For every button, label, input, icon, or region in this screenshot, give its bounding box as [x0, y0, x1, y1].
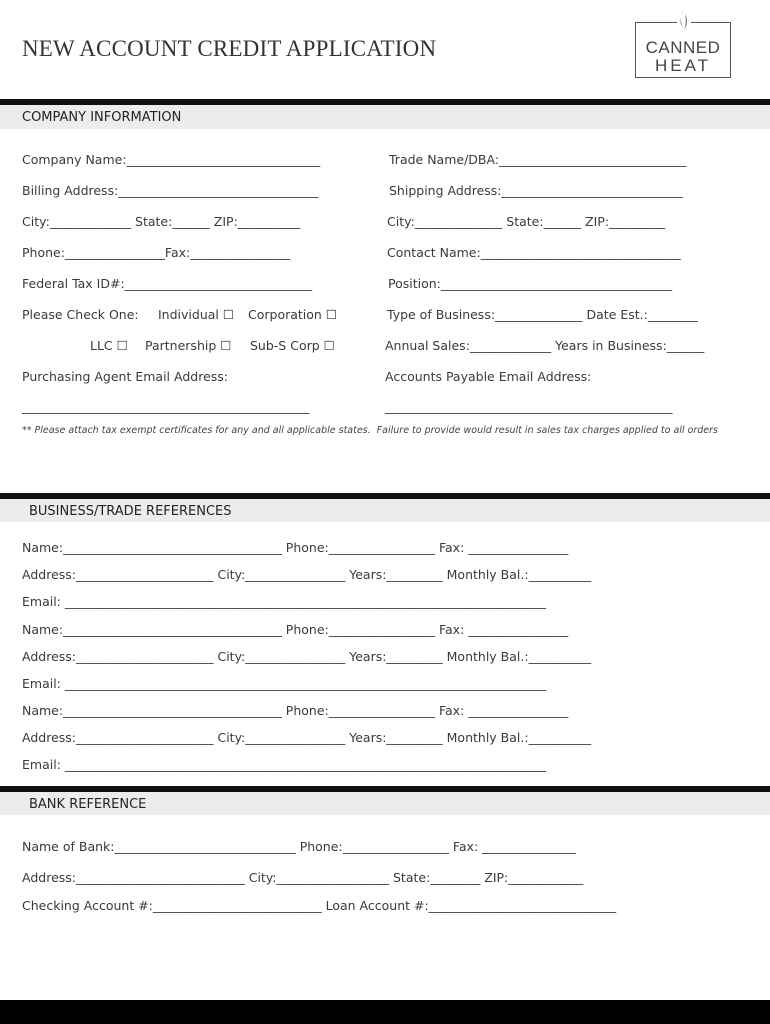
subs-corp-checkbox[interactable]: Sub-S Corp ☐ [250, 338, 335, 353]
ref2-address-field[interactable]: Address:______________________ City:________________ Years:_________ Monthly Bal.:__________ [22, 649, 592, 664]
ref1-email-field[interactable]: Email: _____________________________________________________________________________ [22, 594, 547, 609]
company-section-header [0, 105, 770, 129]
ref3-address-field[interactable]: Address:______________________ City:________________ Years:_________ Monthly Bal.:__________ [22, 730, 592, 745]
purchasing-agent-email-field[interactable]: ______________________________________________ [22, 399, 310, 414]
accounts-payable-email-field[interactable]: ______________________________________________ [385, 399, 673, 414]
bank-section-header [0, 792, 770, 815]
ref3-email-field[interactable]: Email: _____________________________________________________________________________ [22, 757, 547, 772]
contact-name-field[interactable]: Contact Name:________________________________ [387, 245, 681, 260]
ref1-address-field[interactable]: Address:______________________ City:________________ Years:_________ Monthly Bal.:__________ [22, 567, 592, 582]
purchasing-agent-email-label: Purchasing Agent Email Address: [22, 369, 228, 384]
company-name-field[interactable]: Company Name:_______________________________ [22, 152, 321, 167]
billing-address-field[interactable]: Billing Address:________________________________ [22, 183, 319, 198]
individual-checkbox[interactable]: Individual ☐ [158, 307, 235, 322]
bank-name-field[interactable]: Name of Bank:_____________________________ Phone:_________________ Fax: _______________ [22, 839, 576, 854]
federal-tax-id-field[interactable]: Federal Tax ID#:______________________________ [22, 276, 313, 291]
page-title: NEW ACCOUNT CREDIT APPLICATION [22, 36, 437, 61]
business-type-date-field[interactable]: Type of Business:______________ Date Est.:________ [387, 307, 698, 322]
trade-section-title: BUSINESS/TRADE REFERENCES [29, 504, 232, 519]
bank-section-title: BANK REFERENCE [29, 797, 147, 812]
trade-section-header [0, 499, 770, 522]
phone-fax-field[interactable]: Phone:________________Fax:________________ [22, 245, 291, 260]
check-one-label: Please Check One: [22, 307, 139, 322]
logo-line1: CANNED [645, 38, 721, 57]
footer-bar [0, 1000, 770, 1024]
shipping-address-field[interactable]: Shipping Address:_____________________________ [389, 183, 683, 198]
shipping-city-state-zip-field[interactable]: City:______________ State:______ ZIP:_________ [387, 214, 666, 229]
bank-accounts-field[interactable]: Checking Account #:___________________________ Loan Account #:______________________________ [22, 898, 617, 913]
ref3-name-field[interactable]: Name:___________________________________ Phone:_________________ Fax: ________________ [22, 703, 569, 718]
llc-checkbox[interactable]: LLC ☐ [90, 338, 128, 353]
annual-sales-field[interactable]: Annual Sales:_____________ Years in Business:______ [385, 338, 705, 353]
accounts-payable-email-label: Accounts Payable Email Address: [385, 369, 592, 384]
trade-name-field[interactable]: Trade Name/DBA:______________________________ [389, 152, 687, 167]
corporation-checkbox[interactable]: Corporation ☐ [248, 307, 338, 322]
billing-city-state-zip-field[interactable]: City:_____________ State:______ ZIP:__________ [22, 214, 301, 229]
ref1-name-field[interactable]: Name:___________________________________ Phone:_________________ Fax: ________________ [22, 540, 569, 555]
flame-icon [677, 8, 691, 34]
position-field[interactable]: Position:_____________________________________ [388, 276, 673, 291]
company-section-title: COMPANY INFORMATION [22, 110, 182, 125]
bank-address-field[interactable]: Address:___________________________ City:__________________ State:________ ZIP:____________ [22, 870, 584, 885]
partnership-checkbox[interactable]: Partnership ☐ [145, 338, 232, 353]
logo-line2: HEAT [654, 56, 712, 75]
tax-exempt-note: ** Please attach tax exempt certificates for any and all applicable states. Failure to provide would result in sales tax charges applied to all orders [22, 425, 719, 436]
ref2-name-field[interactable]: Name:___________________________________ Phone:_________________ Fax: ________________ [22, 622, 569, 637]
ref2-email-field[interactable]: Email: _____________________________________________________________________________ [22, 676, 547, 691]
